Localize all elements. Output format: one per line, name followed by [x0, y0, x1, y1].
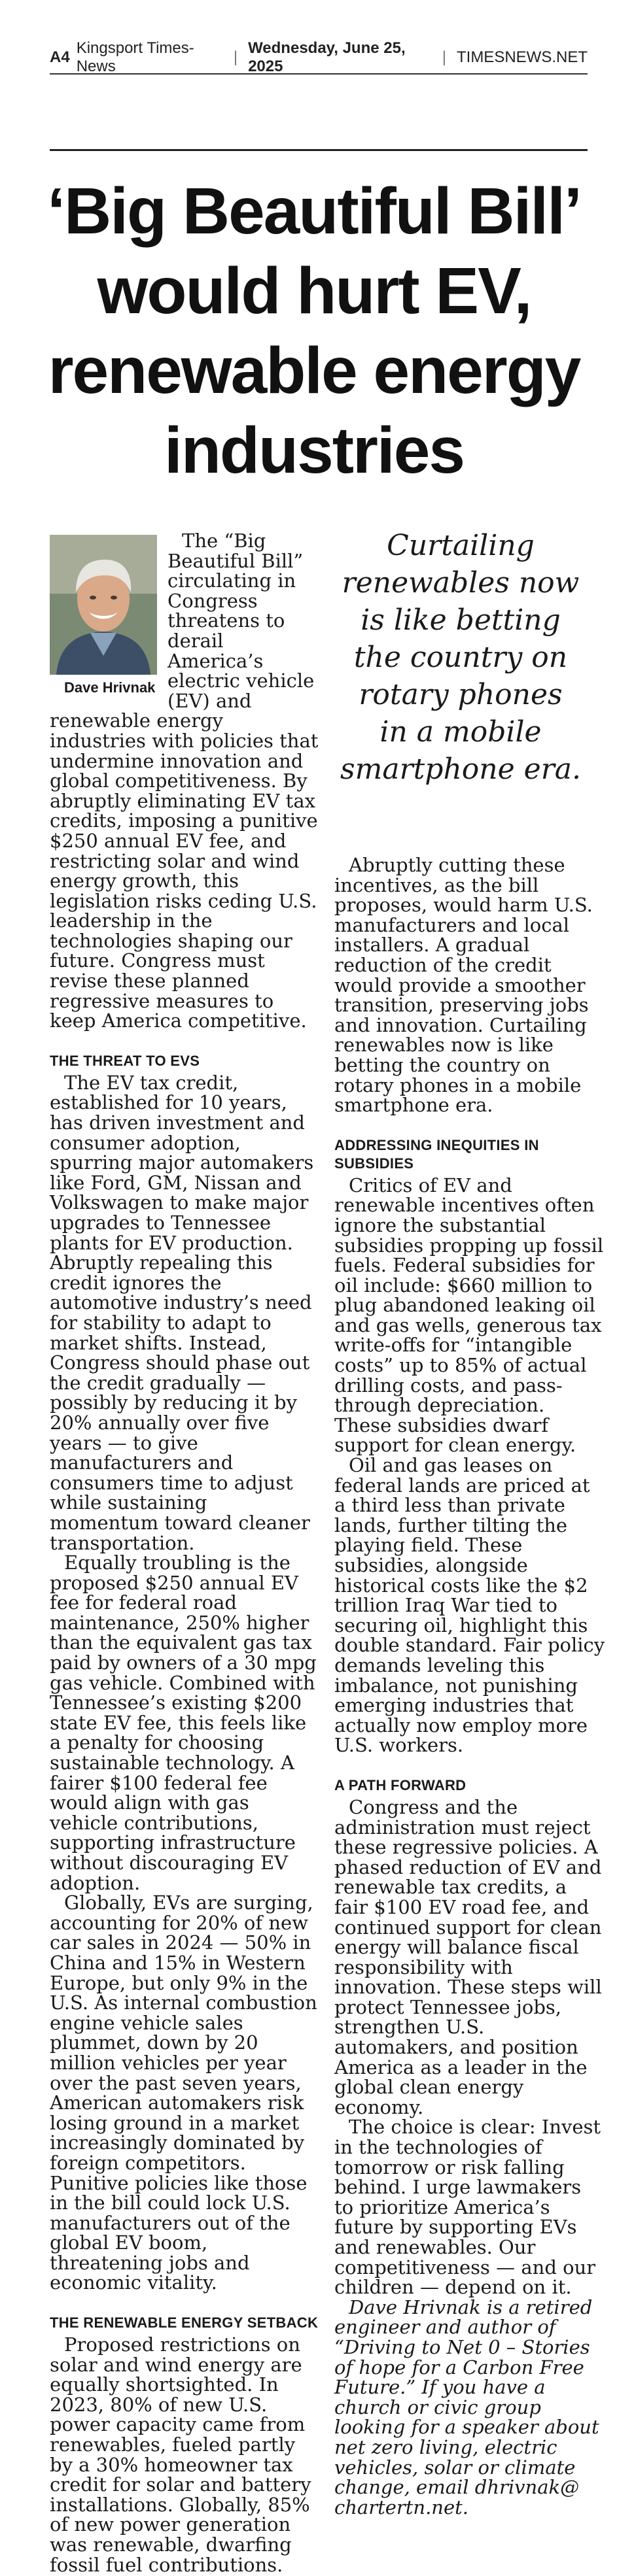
section-heading: ADDRESSING INEQUITIES IN SUBSIDIES	[334, 1136, 539, 1172]
pull-quote-line: rotary phones	[359, 678, 563, 711]
author-bio: Dave Hrivnak is a retired engineer and author of “Driving to Net 0 – Stories of hope for a Carbon Free Future.” If you have a church or civic group looking for a speaker about net zero living, electric vehicles, solar or climate change, email dhrivnak@ chartertn.net.	[334, 2296, 599, 2518]
section-heading: A PATH FORWARD	[334, 1776, 467, 1793]
pull-quote-line: Curtailing	[387, 529, 535, 562]
running-header	[50, 39, 588, 75]
issue-date: Wednesday, June 25, 2025	[248, 39, 406, 75]
pull-quote-line: in a mobile	[379, 715, 542, 749]
page-number: A4	[50, 48, 70, 66]
headline-rule	[50, 149, 588, 151]
paragraph: The EV tax credit, established for 10 years, has driven investment and consumer adoption, spurring major automakers like Ford, GM, Nissan and Volkswagen to make major upgrades to Tennessee plants for EV production. Abruptly repealing this credit ignores the automotive industry’s need for stability to adapt to market shifts. Instead, Congress should phase out the credit gradually — possibly by reducing it by 20% annually over five years — to give manufacturers and consumers time to adjust while sustaining momentum toward cleaner transportation.	[50, 1071, 314, 1554]
pull-quote-line: smartphone era.	[340, 753, 581, 786]
author-photo-box	[50, 535, 157, 697]
header-divider: |	[233, 48, 238, 66]
right-column	[334, 855, 605, 2517]
author-photo	[50, 535, 157, 675]
pull-quote-line: renewables now	[342, 566, 580, 600]
pull-quote-line: the country on	[353, 641, 568, 674]
paragraph: Oil and gas leases on federal lands are priced at a third less than private lands, further tilting the playing field. These subsidies, alongside historical costs like the $2 trillion Iraq War tied to securing oil, highlight this double standard. Fair policy demands leveling this imbalance, not punishing emerging industries that actually now employ more U.S. workers.	[334, 1454, 605, 1757]
paragraph: Proposed restrictions on solar and wind energy are equally shortsighted. In 2023, 80% of new U.S. power capacity came from renewables, fueled partly by a 30% homeowner tax credit for solar and battery installations. Globally, 85% of new power generation was renewable, dwarfing fossil fuel contributions.	[50, 2333, 311, 2576]
paragraph: Abruptly cutting these incentives, as the bill proposes, would harm U.S. manufacturers and local installers. A gradual reduction of the credit would provide a smoother transition, preserving jobs and innovation. Curtailing renewables now is like betting the country on rotary phones in a mobile smartphone era.	[334, 854, 593, 1117]
left-column	[50, 531, 321, 2575]
author-portrait-icon	[50, 535, 157, 675]
headline-line: renewable energy	[48, 334, 580, 407]
headline-line: industries	[164, 414, 464, 487]
paragraph: Globally, EVs are surging, accounting for 20% of new car sales in 2024 — 50% in China and 15% in Western Europe, but only 9% in the U.S. As internal combustion engine vehicle sales plummet, down by 20 million vehicles per year over the past seven years, American automakers risk losing ground in a market increasingly dominated by foreign competitors. Punitive policies like those in the bill could lock U.S. manufacturers out of the global EV boom, threatening jobs and economic vitality.	[50, 1891, 317, 2294]
site-url[interactable]: TIMESNEWS.NET	[456, 48, 588, 66]
photo-caption: Dave Hrivnak	[64, 679, 156, 696]
paragraph: The choice is clear: Invest in the technologies of tomorrow or risk falling behind. I urge lawmakers to prioritize America’s future by supporting EVs and renewables. Our competitiveness — and our children — depend on it.	[334, 2116, 601, 2299]
paragraph: Critics of EV and renewable incentives often ignore the substantial subsidies propping up fossil fuels. Federal subsidies for oil include: $660 million to plug abandoned leaking oil and gas wells, generous tax write-offs for “intangible costs” up to 85% of actual drilling costs, and pass-through depreciation. These subsidies dwarf support for clean energy.	[334, 1174, 604, 1457]
pull-quote-line: is like betting	[361, 603, 561, 637]
headline	[39, 171, 589, 490]
headline-line: ‘Big Beautiful Bill’	[47, 175, 581, 248]
paragraph: Equally troubling is the proposed $250 annual EV fee for federal road maintenance, 250% higher than the equivalent gas tax paid by owners of a 30 mpg gas vehicle. Combined with Tennessee’s existing $200 state EV fee, this feels like a penalty for choosing sustainable technology. A fairer $100 federal fee would align with gas vehicle contributions, supporting infrastructure without discouraging EV adoption.	[50, 1551, 317, 1894]
header-rule	[50, 73, 588, 75]
pull-quote	[339, 527, 582, 788]
paper-name: Kingsport Times-News	[76, 39, 194, 75]
section-heading: THE RENEWABLE ENERGY SETBACK	[50, 2314, 319, 2331]
paragraph: Congress and the administration must reject these regressive policies. A phased reduction of EV and renewable tax credits, a fair $100 EV road fee, and continued support for clean energy will balance fiscal responsibility with innovation. These steps will protect Tennessee jobs, strengthen U.S. automakers, and position America as a leader in the global clean energy economy.	[334, 1795, 602, 2118]
header-divider: |	[442, 48, 446, 66]
headline-line: would hurt EV,	[97, 254, 531, 328]
section-heading: THE THREAT TO EVS	[50, 1052, 200, 1069]
article-intro	[50, 531, 321, 1031]
intro-text: The “Big Beautiful Bill” circulating in Congress threatens to derail America’s electric vehicle (EV) and renewable energy industries with policies that undermine innovation and global competitiveness. By abruptly eliminating EV tax credits, imposing a punitive $250 annual EV fee, and restricting solar and wind energy growth, this legislation risks ceding U.S. leadership in the technologies shaping our future. Congress must revise these planned regressive measures to keep America competitive.	[50, 530, 319, 1032]
